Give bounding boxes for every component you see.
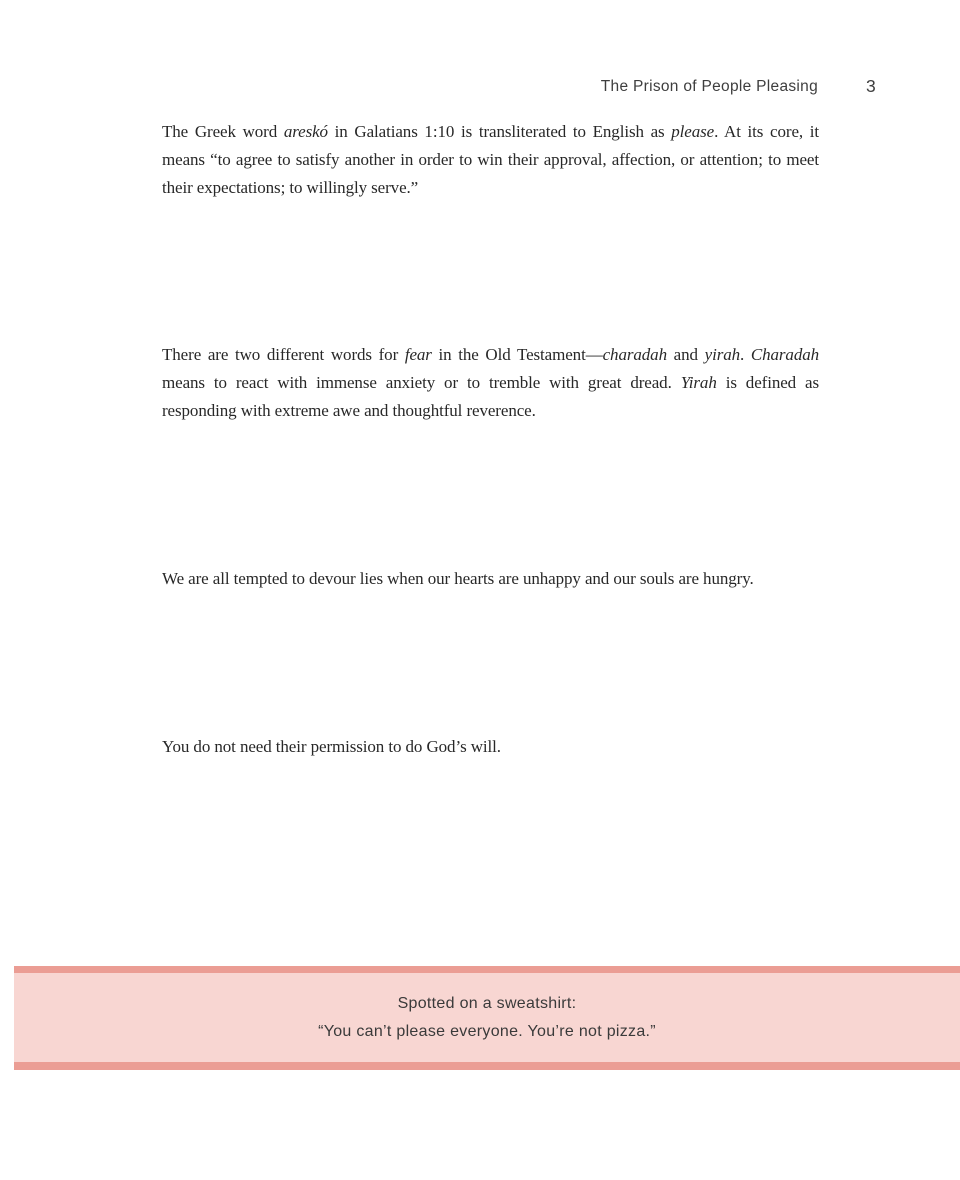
running-head-title: The Prison of People Pleasing: [600, 78, 818, 95]
callout-line-2: “You can’t please everyone. You’re not pizza.”: [318, 1022, 656, 1040]
paragraph-tempted-to-devour-lies: We are all tempted to devour lies when our hearts are unhappy and our souls are hungry.: [162, 569, 754, 588]
paragraph-two-words-for-fear: There are two different words for fear in the Old Testament—charadah and yirah. Charadah means to react with immense anxiety or to tremble with great dread. Yirah is defined as responding with extreme awe and thoughtful reverence.: [162, 345, 820, 420]
page-number: 3: [866, 76, 876, 96]
paragraph-greek-word-aresko: The Greek word areskó in Galatians 1:10 is transliterated to English as please. At its core, it means “to agree to satisfy another in order to win their approval, affection, or attention; to meet their expectations; to willingly serve.”: [162, 122, 820, 197]
paragraph-permission-gods-will: You do not need their permission to do God’s will.: [162, 737, 501, 756]
sweatshirt-quote-banner: [14, 966, 960, 1070]
running-head: [0, 78, 960, 102]
callout-line-1: Spotted on a sweatshirt:: [397, 994, 577, 1012]
